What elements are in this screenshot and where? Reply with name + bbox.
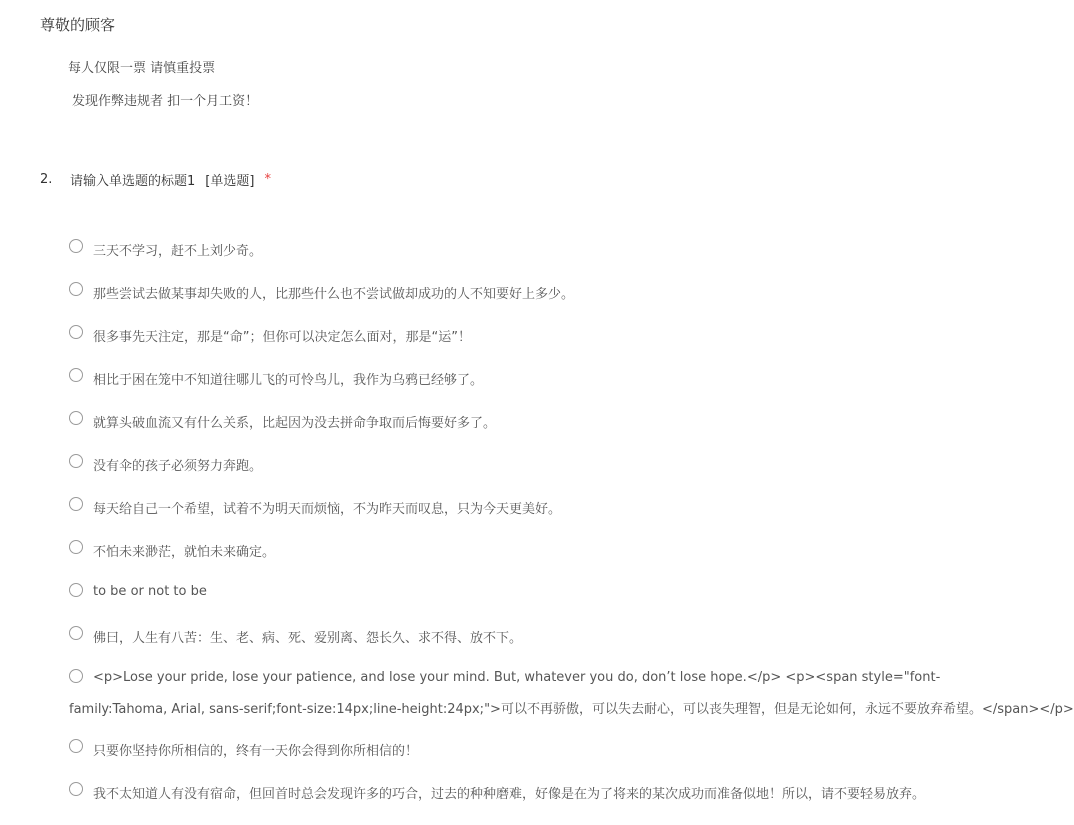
option-7[interactable] xyxy=(69,497,900,540)
radio-button[interactable] xyxy=(69,368,83,382)
option-label-line-1: <p>Lose your pride, lose your patience, and lose your mind. But, whatever you do, don’t lose hope.</p> <p><span style="font- xyxy=(93,670,941,685)
option-label[interactable]: 只要你坚持你所相信的，终有一天你会得到你所相信的！ xyxy=(93,744,419,759)
option-label[interactable]: 就算头破血流又有什么关系，比起因为没去拼命争取而后悔要好多了。 xyxy=(93,416,497,431)
intro-line-2: 发现作弊违规者 扣一个月工资！ xyxy=(72,94,259,109)
option-label[interactable]: 佛曰，人生有八苦：生、老、病、死、爱别离、怨长久、求不得、放不下。 xyxy=(93,631,523,646)
option-1[interactable] xyxy=(69,239,900,282)
intro-line-1: 每人仅限一票 请慎重投票 xyxy=(68,61,216,76)
option-label[interactable]: 那些尝试去做某事却失败的人，比那些什么也不尝试做却成功的人不知要好上多少。 xyxy=(93,287,575,302)
option-label[interactable]: 每天给自己一个希望，试着不为明天而烦恼，不为昨天而叹息，只为今天更美好。 xyxy=(93,502,562,517)
question-header xyxy=(40,170,271,189)
radio-button[interactable] xyxy=(69,782,83,796)
radio-button[interactable] xyxy=(69,626,83,640)
required-marker: * xyxy=(264,172,271,187)
option-label[interactable]: 很多事先天注定，那是“命”；但你可以决定怎么面对，那是“运”！ xyxy=(93,330,471,345)
radio-button[interactable] xyxy=(69,497,83,511)
option-8[interactable] xyxy=(69,540,900,583)
option-3[interactable] xyxy=(69,325,900,368)
option-5[interactable] xyxy=(69,411,900,454)
question-title: 请输入单选题的标题1 xyxy=(70,174,196,189)
radio-button[interactable] xyxy=(69,583,83,597)
option-label[interactable]: 相比于困在笼中不知道往哪儿飞的可怜鸟儿，我作为乌鸦已经够了。 xyxy=(93,373,484,388)
radio-button[interactable] xyxy=(69,669,83,683)
option-label-line-2: family:Tahoma, Arial, sans-serif;font-size:14px;line-height:24px;">可以不再骄傲，可以失去耐心，可以丧失理智，但是无论如何，永远不要放弃希望。</span></p> xyxy=(69,702,1074,717)
radio-button[interactable] xyxy=(69,282,83,296)
radio-button[interactable] xyxy=(69,540,83,554)
radio-button[interactable] xyxy=(69,325,83,339)
radio-button[interactable] xyxy=(69,411,83,425)
option-11[interactable] xyxy=(69,669,1074,739)
option-2[interactable] xyxy=(69,282,900,325)
question-type: [单选题] xyxy=(205,174,255,189)
option-label[interactable]: 我不太知道人有没有宿命，但回首时总会发现许多的巧合，过去的种种磨难，好像是在为了将来的某次成功而准备似地！所以，请不要轻易放弃。 xyxy=(93,787,926,802)
option-12[interactable] xyxy=(69,739,900,782)
option-13[interactable] xyxy=(69,782,926,825)
question-number: 2. xyxy=(40,172,53,187)
option-label[interactable] xyxy=(69,670,1074,717)
radio-button[interactable] xyxy=(69,739,83,753)
option-label[interactable]: 没有伞的孩子必须努力奔跑。 xyxy=(93,459,263,474)
option-label[interactable]: 三天不学习，赶不上刘少奇。 xyxy=(93,244,263,259)
intro-title: 尊敬的顾客 xyxy=(40,16,116,34)
option-4[interactable] xyxy=(69,368,900,411)
radio-button[interactable] xyxy=(69,454,83,468)
option-10[interactable] xyxy=(69,626,900,669)
option-9[interactable] xyxy=(69,583,900,626)
option-6[interactable] xyxy=(69,454,900,497)
options-list xyxy=(69,239,1074,825)
radio-button[interactable] xyxy=(69,239,83,253)
option-label[interactable]: 不怕未来渺茫，就怕未来确定。 xyxy=(93,545,276,560)
option-label[interactable]: to be or not to be xyxy=(93,584,207,599)
